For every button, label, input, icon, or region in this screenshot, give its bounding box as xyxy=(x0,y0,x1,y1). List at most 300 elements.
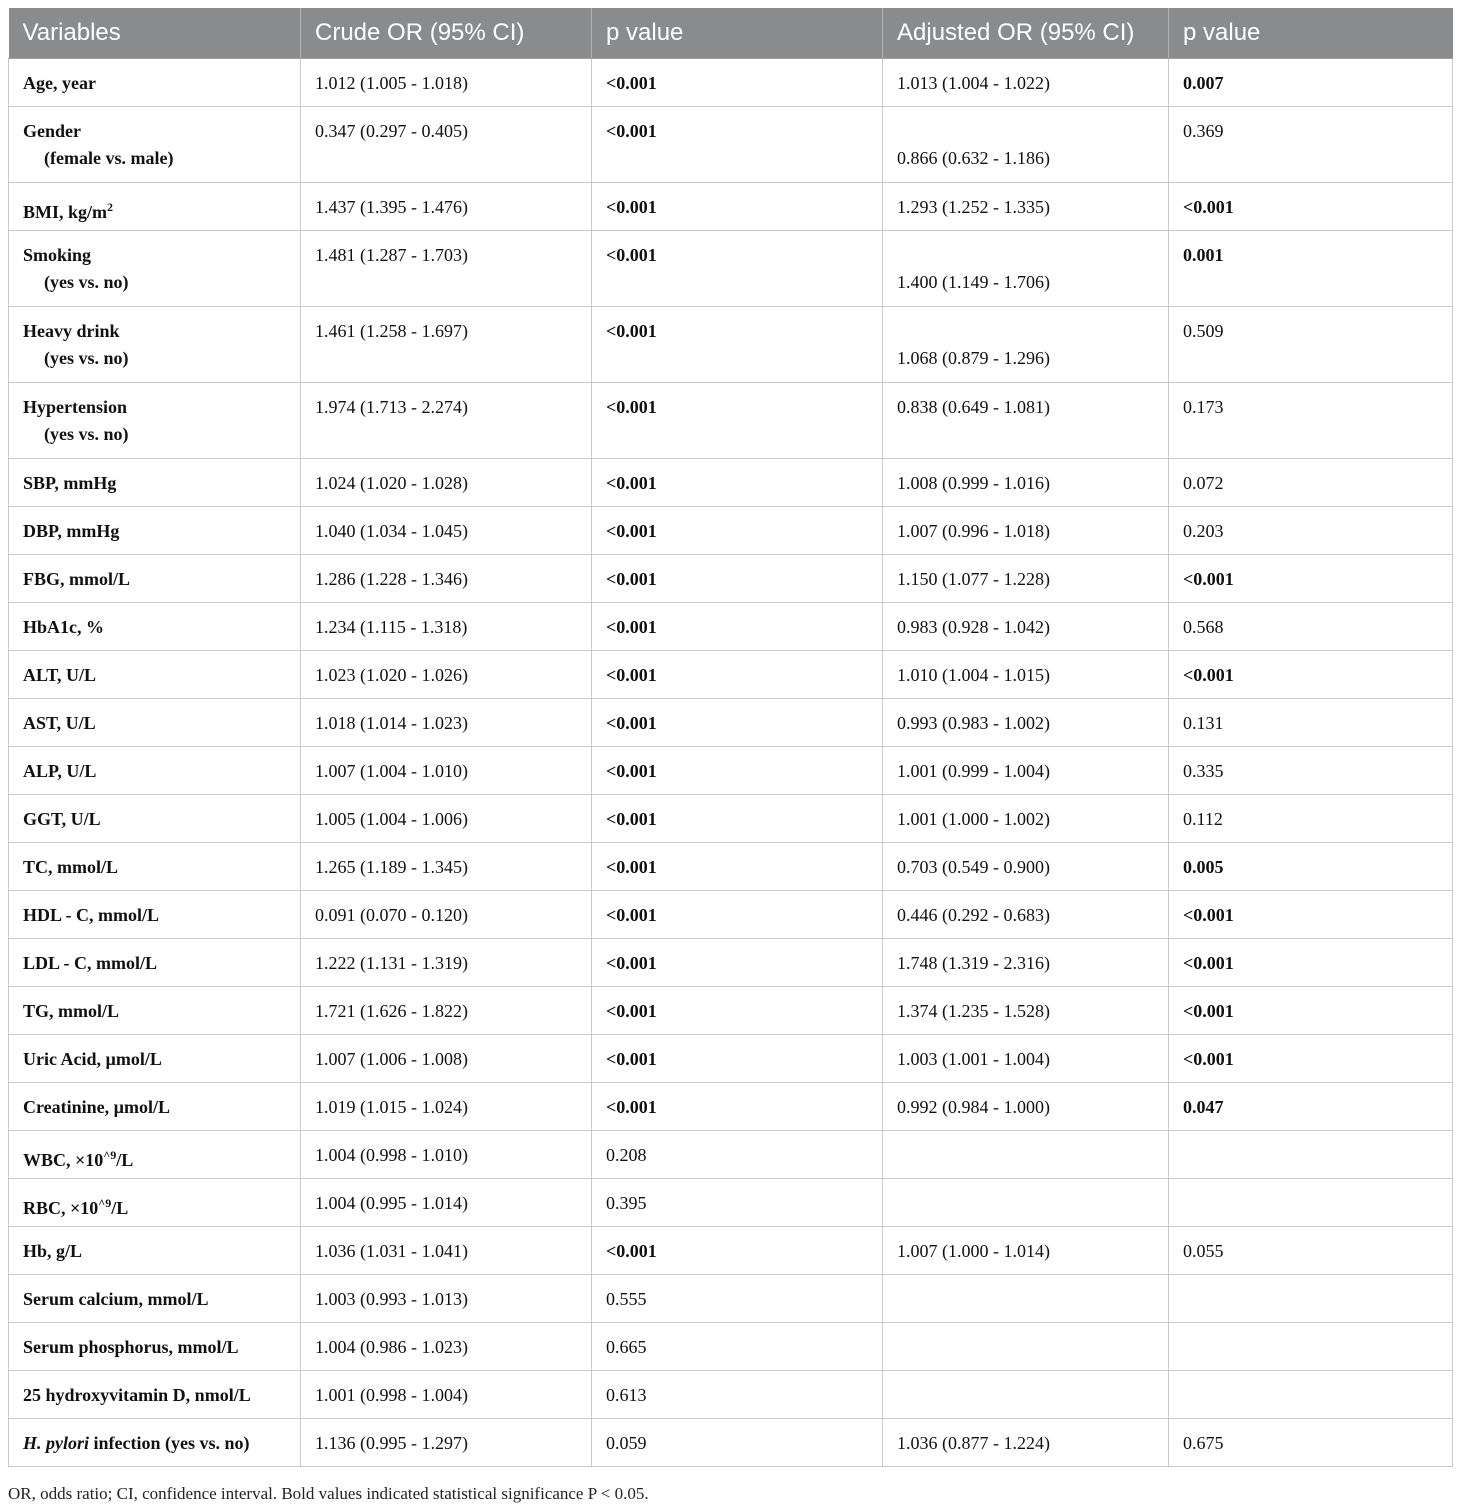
cell-p-value-adjusted xyxy=(1169,891,1453,939)
table-header-row xyxy=(9,8,1453,59)
variable-superscript: 2 xyxy=(107,200,114,214)
cell-adjusted-or xyxy=(883,1323,1169,1371)
cell-p-value-crude xyxy=(592,1323,883,1371)
cell-adjusted-or xyxy=(883,1419,1169,1467)
cell-p-value-crude xyxy=(592,699,883,747)
table-row xyxy=(9,1131,1453,1179)
table-body xyxy=(9,59,1453,1467)
cell-variable xyxy=(9,1131,301,1179)
cell-adjusted-or-value: 1.008 (0.999 - 1.016) xyxy=(897,473,1050,493)
cell-p-value-adjusted xyxy=(1169,1275,1453,1323)
cell-p-value-crude-value: 0.395 xyxy=(606,1193,647,1213)
cell-variable xyxy=(9,107,301,183)
cell-p-value-crude-value: <0.001 xyxy=(606,1001,657,1021)
cell-variable xyxy=(9,383,301,459)
cell-p-value-crude-value: <0.001 xyxy=(606,905,657,925)
cell-p-value-adjusted-value: <0.001 xyxy=(1183,197,1234,217)
variable-label: TG, mmol/L xyxy=(23,1001,120,1021)
cell-p-value-adjusted xyxy=(1169,987,1453,1035)
cell-p-value-adjusted-value: 0.112 xyxy=(1183,809,1223,829)
cell-variable xyxy=(9,459,301,507)
table-row xyxy=(9,699,1453,747)
variable-label: Heavy drink xyxy=(23,321,120,341)
cell-variable xyxy=(9,555,301,603)
cell-crude-or xyxy=(301,555,592,603)
cell-adjusted-or xyxy=(883,459,1169,507)
header-variables: Variables xyxy=(9,8,301,59)
cell-variable xyxy=(9,891,301,939)
cell-p-value-adjusted xyxy=(1169,1035,1453,1083)
cell-crude-or xyxy=(301,747,592,795)
cell-p-value-crude-value: 0.613 xyxy=(606,1385,647,1405)
cell-crude-or-value: 1.023 (1.020 - 1.026) xyxy=(315,665,468,685)
cell-p-value-adjusted xyxy=(1169,1227,1453,1275)
cell-crude-or xyxy=(301,795,592,843)
cell-p-value-adjusted-value: 0.173 xyxy=(1183,397,1224,417)
cell-p-value-adjusted xyxy=(1169,603,1453,651)
cell-crude-or xyxy=(301,307,592,383)
cell-p-value-adjusted xyxy=(1169,307,1453,383)
table-row xyxy=(9,1371,1453,1419)
table-row xyxy=(9,987,1453,1035)
cell-crude-or-value: 1.001 (0.998 - 1.004) xyxy=(315,1385,468,1405)
variable-label: Smoking xyxy=(23,245,92,265)
variable-label: RBC, ×10 xyxy=(23,1198,99,1218)
cell-crude-or xyxy=(301,939,592,987)
variable-label: Serum phosphorus, mmol/L xyxy=(23,1337,239,1357)
cell-crude-or xyxy=(301,1227,592,1275)
cell-adjusted-or-value: 1.007 (1.000 - 1.014) xyxy=(897,1241,1050,1261)
table-row xyxy=(9,603,1453,651)
cell-crude-or-value: 1.461 (1.258 - 1.697) xyxy=(315,321,468,341)
cell-adjusted-or xyxy=(883,107,1169,183)
cell-variable xyxy=(9,1419,301,1467)
header-p-value-crude: p value xyxy=(592,8,883,59)
table-row xyxy=(9,459,1453,507)
cell-crude-or-value: 1.136 (0.995 - 1.297) xyxy=(315,1433,468,1453)
cell-adjusted-or xyxy=(883,699,1169,747)
cell-adjusted-or-value: 0.446 (0.292 - 0.683) xyxy=(897,905,1050,925)
cell-p-value-crude xyxy=(592,231,883,307)
cell-p-value-adjusted xyxy=(1169,1179,1453,1227)
cell-p-value-crude-value: <0.001 xyxy=(606,857,657,877)
cell-crude-or-value: 0.347 (0.297 - 0.405) xyxy=(315,121,468,141)
variable-label: ALT, U/L xyxy=(23,665,97,685)
cell-p-value-adjusted xyxy=(1169,459,1453,507)
cell-p-value-crude-value: 0.555 xyxy=(606,1289,647,1309)
header-p-value-adjusted: p value xyxy=(1169,8,1453,59)
table-row xyxy=(9,1179,1453,1227)
cell-crude-or-value: 1.003 (0.993 - 1.013) xyxy=(315,1289,468,1309)
cell-p-value-crude xyxy=(592,795,883,843)
variable-label: SBP, mmHg xyxy=(23,473,117,493)
cell-p-value-crude-value: <0.001 xyxy=(606,1097,657,1117)
table-row xyxy=(9,1083,1453,1131)
variable-label: 25 hydroxyvitamin D, nmol/L xyxy=(23,1385,251,1405)
variable-label: BMI, kg/m xyxy=(23,202,108,222)
table-row xyxy=(9,183,1453,231)
table-row xyxy=(9,747,1453,795)
cell-crude-or xyxy=(301,183,592,231)
cell-adjusted-or xyxy=(883,1179,1169,1227)
table-row xyxy=(9,307,1453,383)
cell-variable xyxy=(9,603,301,651)
cell-p-value-adjusted xyxy=(1169,1419,1453,1467)
cell-variable xyxy=(9,747,301,795)
cell-p-value-adjusted xyxy=(1169,1323,1453,1371)
cell-p-value-crude-value: <0.001 xyxy=(606,713,657,733)
table-row xyxy=(9,555,1453,603)
cell-crude-or xyxy=(301,891,592,939)
cell-p-value-crude xyxy=(592,183,883,231)
cell-adjusted-or xyxy=(883,1371,1169,1419)
cell-p-value-crude-value: <0.001 xyxy=(606,1241,657,1261)
cell-p-value-crude xyxy=(592,891,883,939)
cell-adjusted-or-value: 1.007 (0.996 - 1.018) xyxy=(897,521,1050,541)
cell-variable xyxy=(9,1083,301,1131)
cell-adjusted-or-value: 1.001 (0.999 - 1.004) xyxy=(897,761,1050,781)
cell-adjusted-or xyxy=(883,507,1169,555)
header-adjusted-or: Adjusted OR (95% CI) xyxy=(883,8,1169,59)
cell-p-value-adjusted xyxy=(1169,383,1453,459)
table-footnote: OR, odds ratio; CI, confidence interval. Bold values indicated statistical significance P < 0.05. xyxy=(8,1484,649,1503)
variable-label: DBP, mmHg xyxy=(23,521,120,541)
variable-unit-suffix: /L xyxy=(111,1198,129,1218)
cell-p-value-crude xyxy=(592,1275,883,1323)
cell-p-value-crude xyxy=(592,987,883,1035)
cell-adjusted-or xyxy=(883,939,1169,987)
cell-crude-or xyxy=(301,59,592,107)
cell-adjusted-or-value: 1.150 (1.077 - 1.228) xyxy=(897,569,1050,589)
cell-p-value-crude xyxy=(592,1227,883,1275)
cell-adjusted-or-value: 0.992 (0.984 - 1.000) xyxy=(897,1097,1050,1117)
variable-label: Age, year xyxy=(23,73,96,93)
table-row xyxy=(9,507,1453,555)
cell-crude-or-value: 1.007 (1.004 - 1.010) xyxy=(315,761,468,781)
variable-comparison: (yes vs. no) xyxy=(44,272,129,292)
cell-adjusted-or xyxy=(883,307,1169,383)
cell-adjusted-or-value: 1.003 (1.001 - 1.004) xyxy=(897,1049,1050,1069)
cell-p-value-crude-value: 0.665 xyxy=(606,1337,647,1357)
cell-variable xyxy=(9,59,301,107)
variable-superscript: ^9 xyxy=(98,1196,112,1210)
cell-p-value-adjusted xyxy=(1169,651,1453,699)
cell-adjusted-or xyxy=(883,1131,1169,1179)
variable-label: TC, mmol/L xyxy=(23,857,119,877)
cell-variable xyxy=(9,507,301,555)
table-row xyxy=(9,59,1453,107)
cell-crude-or-value: 1.018 (1.014 - 1.023) xyxy=(315,713,468,733)
cell-p-value-adjusted xyxy=(1169,1083,1453,1131)
variable-label: FBG, mmol/L xyxy=(23,569,130,589)
variable-label: Gender xyxy=(23,121,81,141)
cell-crude-or-value: 1.012 (1.005 - 1.018) xyxy=(315,73,468,93)
variable-italic-text: H. pylori xyxy=(23,1433,89,1453)
cell-adjusted-or xyxy=(883,747,1169,795)
cell-variable xyxy=(9,307,301,383)
cell-crude-or-value: 1.005 (1.004 - 1.006) xyxy=(315,809,468,829)
cell-crude-or-value: 1.007 (1.006 - 1.008) xyxy=(315,1049,468,1069)
cell-adjusted-or-value: 0.866 (0.632 - 1.186) xyxy=(897,148,1050,168)
cell-p-value-adjusted-value: 0.568 xyxy=(1183,617,1224,637)
cell-adjusted-or xyxy=(883,603,1169,651)
cell-crude-or-value: 1.004 (0.986 - 1.023) xyxy=(315,1337,468,1357)
cell-p-value-crude-value: <0.001 xyxy=(606,321,657,341)
variable-label: ALP, U/L xyxy=(23,761,97,781)
cell-p-value-crude xyxy=(592,651,883,699)
cell-crude-or-value: 1.040 (1.034 - 1.045) xyxy=(315,521,468,541)
cell-p-value-crude xyxy=(592,939,883,987)
variable-label: Hb, g/L xyxy=(23,1241,83,1261)
cell-crude-or xyxy=(301,1371,592,1419)
cell-p-value-adjusted xyxy=(1169,699,1453,747)
cell-adjusted-or-value: 0.983 (0.928 - 1.042) xyxy=(897,617,1050,637)
cell-crude-or-value: 1.234 (1.115 - 1.318) xyxy=(315,617,468,637)
cell-crude-or-value: 1.004 (0.995 - 1.014) xyxy=(315,1193,468,1213)
cell-p-value-adjusted xyxy=(1169,747,1453,795)
cell-adjusted-or xyxy=(883,795,1169,843)
table-row xyxy=(9,1227,1453,1275)
cell-p-value-crude xyxy=(592,1035,883,1083)
cell-p-value-adjusted-value: 0.001 xyxy=(1183,245,1224,265)
table-row xyxy=(9,651,1453,699)
cell-adjusted-or xyxy=(883,1035,1169,1083)
cell-variable xyxy=(9,1179,301,1227)
cell-p-value-crude-value: 0.059 xyxy=(606,1433,647,1453)
cell-adjusted-or-value: 1.748 (1.319 - 2.316) xyxy=(897,953,1050,973)
cell-p-value-adjusted-value: <0.001 xyxy=(1183,1049,1234,1069)
cell-adjusted-or-value: 1.293 (1.252 - 1.335) xyxy=(897,197,1050,217)
variable-comparison: (yes vs. no) xyxy=(44,424,129,444)
cell-p-value-crude xyxy=(592,383,883,459)
cell-adjusted-or xyxy=(883,987,1169,1035)
table-row xyxy=(9,1323,1453,1371)
cell-p-value-adjusted-value: 0.675 xyxy=(1183,1433,1224,1453)
cell-p-value-crude-value: <0.001 xyxy=(606,953,657,973)
cell-crude-or-value: 0.091 (0.070 - 0.120) xyxy=(315,905,468,925)
cell-adjusted-or-value: 0.993 (0.983 - 1.002) xyxy=(897,713,1050,733)
cell-variable xyxy=(9,939,301,987)
cell-p-value-crude xyxy=(592,1131,883,1179)
cell-crude-or-value: 1.721 (1.626 - 1.822) xyxy=(315,1001,468,1021)
cell-crude-or-value: 1.036 (1.031 - 1.041) xyxy=(315,1241,468,1261)
variable-comparison: (yes vs. no) xyxy=(44,348,129,368)
cell-p-value-crude-value: <0.001 xyxy=(606,521,657,541)
cell-crude-or xyxy=(301,1035,592,1083)
cell-p-value-adjusted xyxy=(1169,939,1453,987)
cell-p-value-adjusted-value: <0.001 xyxy=(1183,905,1234,925)
variable-label: HbA1c, % xyxy=(23,617,104,637)
cell-p-value-adjusted-value: 0.335 xyxy=(1183,761,1224,781)
cell-p-value-crude xyxy=(592,747,883,795)
cell-adjusted-or xyxy=(883,1227,1169,1275)
cell-variable xyxy=(9,651,301,699)
cell-crude-or xyxy=(301,1323,592,1371)
variable-label: infection (yes vs. no) xyxy=(89,1433,250,1453)
cell-p-value-adjusted-value: <0.001 xyxy=(1183,569,1234,589)
variable-label: Creatinine, µmol/L xyxy=(23,1097,171,1117)
cell-p-value-crude-value: <0.001 xyxy=(606,397,657,417)
cell-p-value-adjusted xyxy=(1169,231,1453,307)
cell-crude-or xyxy=(301,987,592,1035)
cell-p-value-crude-value: <0.001 xyxy=(606,1049,657,1069)
cell-p-value-crude xyxy=(592,107,883,183)
cell-p-value-crude-value: <0.001 xyxy=(606,809,657,829)
cell-adjusted-or-value: 1.068 (0.879 - 1.296) xyxy=(897,348,1050,368)
cell-adjusted-or xyxy=(883,231,1169,307)
cell-variable xyxy=(9,1323,301,1371)
cell-p-value-adjusted-value: 0.369 xyxy=(1183,121,1224,141)
cell-p-value-adjusted-value: 0.509 xyxy=(1183,321,1224,341)
cell-adjusted-or-value: 1.010 (1.004 - 1.015) xyxy=(897,665,1050,685)
cell-crude-or xyxy=(301,1179,592,1227)
cell-adjusted-or xyxy=(883,183,1169,231)
cell-p-value-adjusted xyxy=(1169,1371,1453,1419)
variable-label: GGT, U/L xyxy=(23,809,101,829)
cell-p-value-crude-value: <0.001 xyxy=(606,761,657,781)
cell-adjusted-or-value: 1.400 (1.149 - 1.706) xyxy=(897,272,1050,292)
variable-label: LDL - C, mmol/L xyxy=(23,953,158,973)
cell-p-value-crude-value: <0.001 xyxy=(606,197,657,217)
cell-p-value-crude xyxy=(592,507,883,555)
cell-crude-or xyxy=(301,231,592,307)
variable-label: HDL - C, mmol/L xyxy=(23,905,160,925)
cell-crude-or xyxy=(301,1419,592,1467)
cell-adjusted-or xyxy=(883,1083,1169,1131)
cell-p-value-adjusted xyxy=(1169,183,1453,231)
cell-p-value-adjusted-value: 0.055 xyxy=(1183,1241,1224,1261)
table-row xyxy=(9,1035,1453,1083)
variable-label: Uric Acid, µmol/L xyxy=(23,1049,162,1069)
table-row xyxy=(9,891,1453,939)
cell-p-value-adjusted xyxy=(1169,555,1453,603)
table-row xyxy=(9,795,1453,843)
cell-crude-or-value: 1.019 (1.015 - 1.024) xyxy=(315,1097,468,1117)
cell-p-value-adjusted-value: 0.047 xyxy=(1183,1097,1224,1117)
table-row xyxy=(9,383,1453,459)
cell-crude-or xyxy=(301,507,592,555)
cell-adjusted-or-value: 1.001 (1.000 - 1.002) xyxy=(897,809,1050,829)
cell-adjusted-or-value: 1.036 (0.877 - 1.224) xyxy=(897,1433,1050,1453)
cell-adjusted-or xyxy=(883,59,1169,107)
cell-p-value-adjusted xyxy=(1169,59,1453,107)
table-row xyxy=(9,107,1453,183)
cell-crude-or-value: 1.286 (1.228 - 1.346) xyxy=(315,569,468,589)
variable-unit-suffix: /L xyxy=(116,1150,134,1170)
cell-crude-or-value: 1.437 (1.395 - 1.476) xyxy=(315,197,468,217)
cell-crude-or-value: 1.004 (0.998 - 1.010) xyxy=(315,1145,468,1165)
cell-crude-or-value: 1.024 (1.020 - 1.028) xyxy=(315,473,468,493)
cell-adjusted-or xyxy=(883,651,1169,699)
cell-crude-or-value: 1.481 (1.287 - 1.703) xyxy=(315,245,468,265)
cell-adjusted-or xyxy=(883,383,1169,459)
variable-label: Hypertension xyxy=(23,397,128,417)
cell-p-value-adjusted xyxy=(1169,843,1453,891)
regression-table xyxy=(8,8,1453,1467)
cell-p-value-crude-value: <0.001 xyxy=(606,617,657,637)
cell-crude-or-value: 1.222 (1.131 - 1.319) xyxy=(315,953,468,973)
cell-p-value-adjusted-value: 0.072 xyxy=(1183,473,1224,493)
cell-p-value-crude xyxy=(592,459,883,507)
cell-crude-or-value: 1.265 (1.189 - 1.345) xyxy=(315,857,468,877)
cell-crude-or xyxy=(301,107,592,183)
cell-p-value-crude xyxy=(592,843,883,891)
variable-superscript: ^9 xyxy=(103,1148,117,1162)
cell-variable xyxy=(9,1371,301,1419)
table-row xyxy=(9,1275,1453,1323)
cell-p-value-crude-value: <0.001 xyxy=(606,121,657,141)
table-row xyxy=(9,231,1453,307)
variable-label: Serum calcium, mmol/L xyxy=(23,1289,209,1309)
cell-adjusted-or-value: 0.838 (0.649 - 1.081) xyxy=(897,397,1050,417)
cell-crude-or xyxy=(301,383,592,459)
cell-p-value-adjusted-value: <0.001 xyxy=(1183,665,1234,685)
cell-crude-or xyxy=(301,603,592,651)
cell-p-value-adjusted xyxy=(1169,107,1453,183)
cell-p-value-crude xyxy=(592,1371,883,1419)
cell-p-value-crude-value: 0.208 xyxy=(606,1145,647,1165)
cell-variable xyxy=(9,231,301,307)
cell-p-value-crude xyxy=(592,1179,883,1227)
table-row xyxy=(9,1419,1453,1467)
variable-label: WBC, ×10 xyxy=(23,1150,104,1170)
cell-adjusted-or xyxy=(883,555,1169,603)
cell-adjusted-or-value: 1.374 (1.235 - 1.528) xyxy=(897,1001,1050,1021)
cell-p-value-adjusted-value: <0.001 xyxy=(1183,1001,1234,1021)
cell-p-value-adjusted-value: 0.131 xyxy=(1183,713,1224,733)
cell-p-value-crude xyxy=(592,555,883,603)
cell-crude-or-value: 1.974 (1.713 - 2.274) xyxy=(315,397,468,417)
cell-variable xyxy=(9,183,301,231)
table-row xyxy=(9,843,1453,891)
cell-p-value-adjusted-value: <0.001 xyxy=(1183,953,1234,973)
cell-crude-or xyxy=(301,843,592,891)
cell-crude-or xyxy=(301,459,592,507)
cell-adjusted-or xyxy=(883,843,1169,891)
cell-p-value-crude xyxy=(592,59,883,107)
cell-crude-or xyxy=(301,1083,592,1131)
variable-comparison: (female vs. male) xyxy=(44,148,174,168)
cell-variable xyxy=(9,699,301,747)
cell-p-value-crude xyxy=(592,1419,883,1467)
cell-p-value-adjusted xyxy=(1169,1131,1453,1179)
cell-p-value-crude xyxy=(592,603,883,651)
cell-adjusted-or xyxy=(883,1275,1169,1323)
cell-variable xyxy=(9,1035,301,1083)
cell-crude-or xyxy=(301,1275,592,1323)
cell-p-value-crude-value: <0.001 xyxy=(606,245,657,265)
cell-crude-or xyxy=(301,699,592,747)
cell-crude-or xyxy=(301,1131,592,1179)
cell-p-value-crude xyxy=(592,1083,883,1131)
cell-variable xyxy=(9,843,301,891)
cell-p-value-crude-value: <0.001 xyxy=(606,473,657,493)
table-row xyxy=(9,939,1453,987)
cell-p-value-crude-value: <0.001 xyxy=(606,665,657,685)
cell-p-value-crude-value: <0.001 xyxy=(606,569,657,589)
cell-p-value-crude-value: <0.001 xyxy=(606,73,657,93)
cell-adjusted-or-value: 0.703 (0.549 - 0.900) xyxy=(897,857,1050,877)
cell-p-value-adjusted xyxy=(1169,507,1453,555)
cell-p-value-adjusted xyxy=(1169,795,1453,843)
cell-variable xyxy=(9,1227,301,1275)
variable-label: AST, U/L xyxy=(23,713,96,733)
cell-adjusted-or xyxy=(883,891,1169,939)
cell-adjusted-or-value: 1.013 (1.004 - 1.022) xyxy=(897,73,1050,93)
header-crude-or: Crude OR (95% CI) xyxy=(301,8,592,59)
cell-variable xyxy=(9,1275,301,1323)
cell-p-value-adjusted-value: 0.007 xyxy=(1183,73,1224,93)
